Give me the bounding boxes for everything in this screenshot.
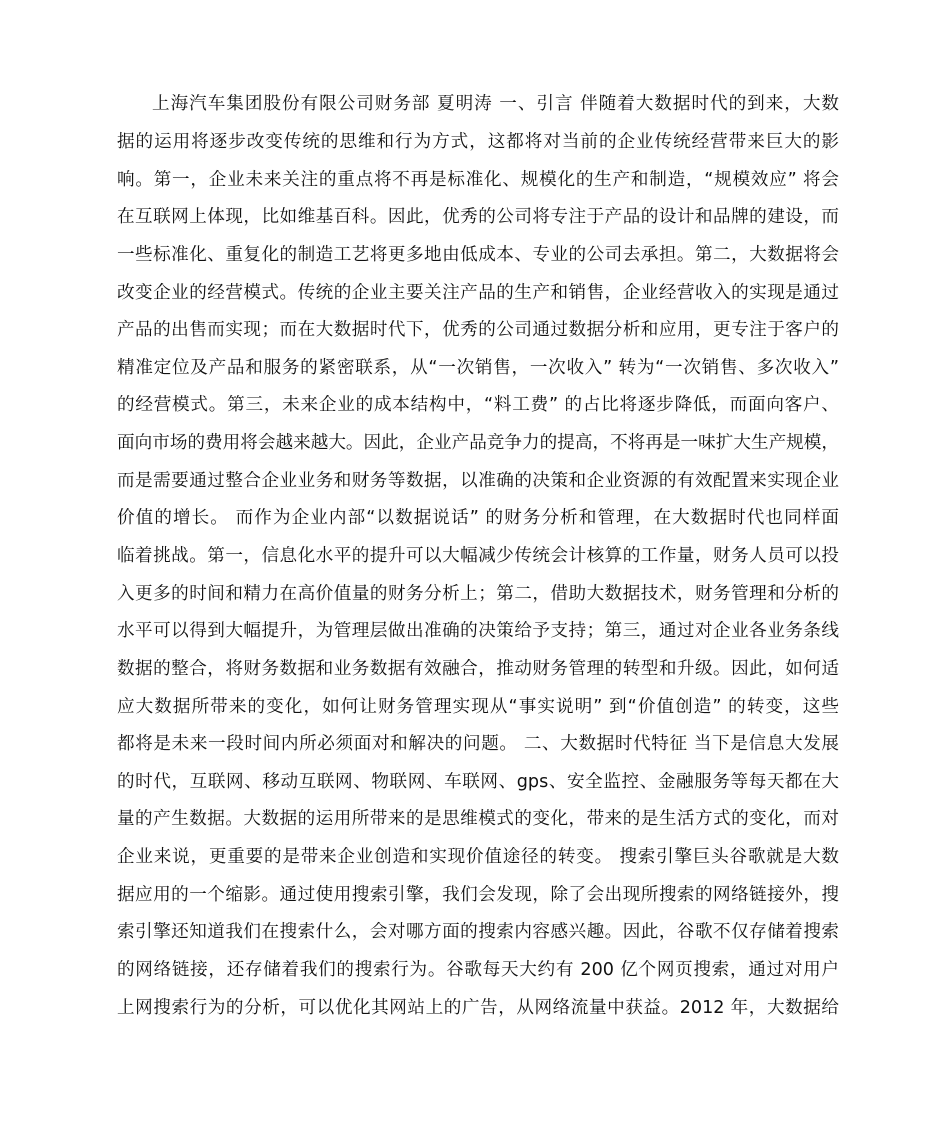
text-line: 应大数据所带来的变化，如何让财务管理实现从“事实说明” 到“价值创造” 的转变，这些 — [117, 697, 839, 717]
text-line: 量的产生数据。大数据的运用所带来的是思维模式的变化，带来的是生活方式的变化，而对 — [117, 809, 839, 829]
text-line: 而是需要通过整合企业业务和财务等数据，以准确的决策和企业资源的有效配置来实现企业 — [117, 471, 839, 491]
text-line: 在互联网上体现，比如维基百科。因此，优秀的公司将专注于产品的设计和品牌的建设，而 — [117, 207, 839, 227]
text-line: 一些标准化、重复化的制造工艺将更多地由低成本、专业的公司去承担。第二，大数据将会 — [117, 245, 839, 265]
text-line: 临着挑战。第一，信息化水平的提升可以大幅减少传统会计核算的工作量，财务人员可以投 — [117, 546, 839, 566]
text-line: 上海汽车集团股份有限公司财务部 夏明涛 一、引言 伴随着大数据时代的到来，大数 — [152, 94, 839, 114]
text-line: 入更多的时间和精力在高价值量的财务分析上；第二，借助大数据技术，财务管理和分析的 — [117, 584, 839, 604]
text-line: 面向市场的费用将会越来越大。因此，企业产品竞争力的提高，不将再是一味扩大生产规模， — [117, 433, 839, 453]
text-line: 数据的整合，将财务数据和业务数据有效融合，推动财务管理的转型和升级。因此，如何适 — [117, 659, 839, 679]
text-line: 企业来说，更重要的是带来企业创造和实现价值途径的转变。 搜索引擎巨头谷歌就是大数 — [117, 847, 839, 867]
text-line: 产品的出售而实现；而在大数据时代下，优秀的公司通过数据分析和应用，更专注于客户的 — [117, 320, 839, 340]
document-page — [117, 0, 839, 1129]
text-line: 价值的增长。 而作为企业内部“以数据说话” 的财务分析和管理，在大数据时代也同样面 — [117, 508, 839, 528]
text-line: 索引擎还知道我们在搜索什么，会对哪方面的搜索内容感兴趣。因此，谷歌不仅存储着搜索 — [117, 922, 839, 942]
text-line: 据应用的一个缩影。通过使用搜索引擎，我们会发现，除了会出现所搜索的网络链接外，搜 — [117, 885, 839, 905]
text-line: 的时代，互联网、移动互联网、物联网、车联网、gps、安全监控、金融服务等每天都在大 — [117, 772, 839, 792]
text-line: 据的运用将逐步改变传统的思维和行为方式，这都将对当前的企业传统经营带来巨大的影 — [117, 132, 839, 152]
text-line: 的网络链接，还存储着我们的搜索行为。谷歌每天大约有 200 亿个网页搜索，通过对用户 — [117, 960, 839, 980]
text-line: 水平可以得到大幅提升，为管理层做出准确的决策给予支持；第三，通过对企业各业务条线 — [117, 621, 839, 641]
text-line: 响。第一，企业未来关注的重点将不再是标准化、规模化的生产和制造，“规模效应” 将会 — [117, 170, 839, 190]
text-line: 都将是未来一段时间内所必须面对和解决的问题。 二、大数据时代特征 当下是信息大发展 — [117, 734, 839, 754]
text-line: 精准定位及产品和服务的紧密联系，从“一次销售，一次收入” 转为“一次销售、多次收入” — [117, 358, 839, 378]
text-line: 上网搜索行为的分析，可以优化其网站上的广告，从网络流量中获益。2012 年，大数据给 — [117, 998, 839, 1018]
text-line: 改变企业的经营模式。传统的企业主要关注产品的生产和销售，企业经营收入的实现是通过 — [117, 283, 839, 303]
text-line: 的经营模式。第三，未来企业的成本结构中，“料工费” 的占比将逐步降低，而面向客户、 — [117, 395, 839, 415]
